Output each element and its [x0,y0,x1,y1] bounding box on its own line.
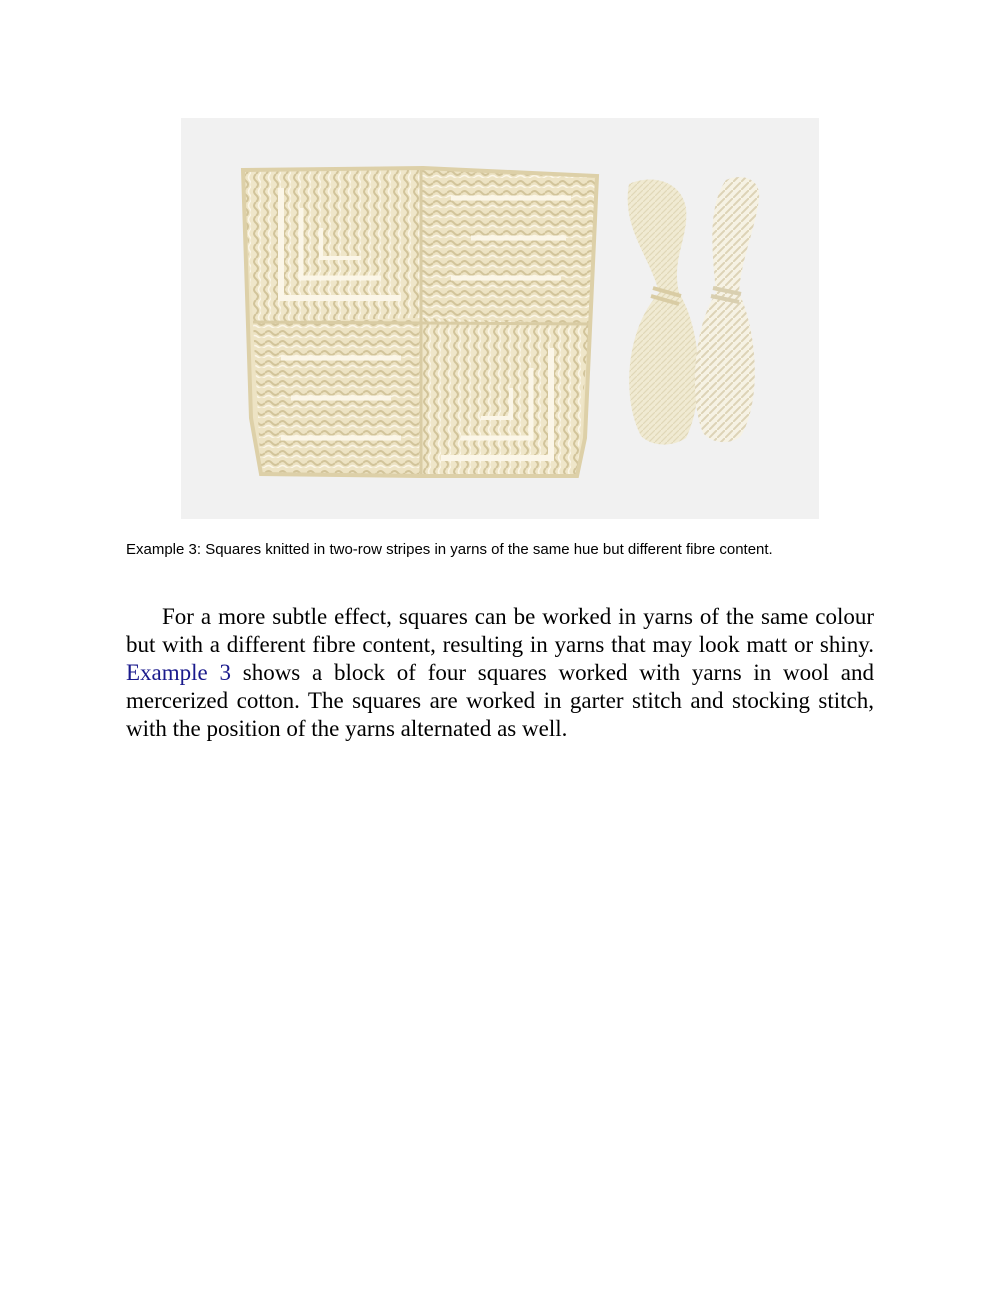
knitted-block [243,168,597,476]
example-3-photo [181,118,819,519]
figure-caption: Example 3: Squares knitted in two-row stripes in yarns of the same hue but different fibre content. [126,541,773,558]
paragraph-text-part-2: shows a block of four squares worked with yarns in wool and mercerized cotton. The squares are worked in garter stitch and stocking stitch, with the position of the yarns alternated as well. [126,660,875,741]
body-paragraph [126,603,874,743]
cotton-skein [695,177,759,442]
knitted-squares-illustration [181,118,819,519]
example-3-link[interactable]: Example 3 [126,660,231,685]
paragraph-text-part-1: For a more subtle effect, squares can be worked in yarns of the same colour but with a different fibre content, resulting in yarns that may look matt or shiny. [126,604,874,657]
wool-skein [628,179,699,444]
